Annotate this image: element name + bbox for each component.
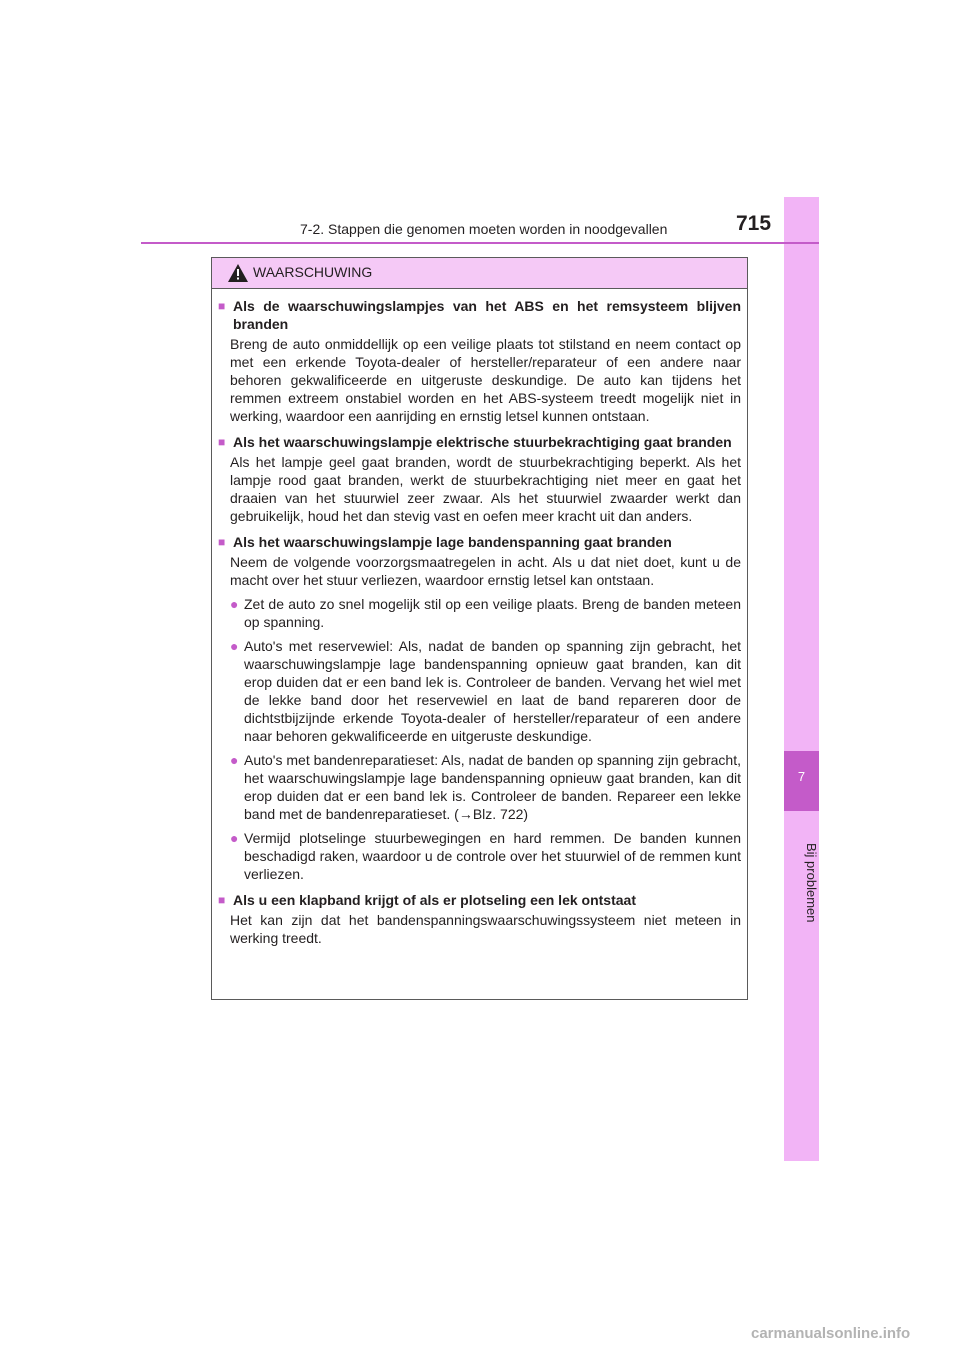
header-rule [141, 242, 819, 244]
circle-bullet-icon: ● [230, 830, 239, 846]
warning-item-blowout [218, 891, 741, 947]
list-item-text: Auto's met reservewiel: Als, nadat de banden op spanning zijn gebracht, het waarschuwingslampje lage bandenspanning opnieuw gaat branden, kan dit erop duiden dat er een band lek is. Controleer de banden. Vervang het wiel met de lekke band door het reservewiel en laat de band repareren door de dichtstbijzijnde erkende Toyota-dealer of hersteller/reparateur of een andere naar behoren gekwalificeerde en uitgeruste deskundige. [244, 638, 741, 744]
warning-item-heading [218, 891, 741, 909]
list-item [230, 595, 741, 631]
square-bullet-icon: ■ [218, 435, 226, 449]
chapter-number: 7 [797, 769, 806, 784]
square-bullet-icon: ■ [218, 535, 226, 549]
list-item-text: Auto's met bandenreparatieset: Als, nadat de banden op spanning zijn gebracht, het waarschuwingslampje lage bandenspanning opnieuw gaat branden, kan dit erop duiden dat er een band lek is. Controleer de banden. Repareer een lekke band met de bandenreparatieset. (→Blz. 722) [244, 752, 741, 822]
list-item-text: Zet de auto zo snel mogelijk stil op een veilige plaats. Breng de banden meteen op spanning. [244, 596, 741, 630]
list-item-text: Vermijd plotselinge stuurbewegingen en hard remmen. De banden kunnen beschadigd raken, waardoor u de controle over het stuurwiel of de remmen kunt verliezen. [244, 830, 741, 882]
heading-text: Als het waarschuwingslampje lage bandenspanning gaat branden [233, 534, 672, 550]
warning-box [211, 257, 748, 1000]
warning-item-abs [218, 297, 741, 425]
warning-triangle-icon [228, 264, 248, 282]
warning-item-heading [218, 433, 741, 451]
heading-text: Als de waarschuwingslampjes van het ABS en het remsysteem blijven branden [233, 298, 741, 332]
warning-body [212, 289, 747, 947]
square-bullet-icon: ■ [218, 893, 226, 907]
chapter-label: Bij problemen [804, 843, 819, 923]
heading-text: Als u een klapband krijgt of als er plotseling een lek ontstaat [233, 892, 636, 908]
watermark: carmanualsonline.info [751, 1325, 911, 1342]
warning-item-heading [218, 533, 741, 551]
warning-item-power-steering [218, 433, 741, 525]
square-bullet-icon: ■ [218, 299, 226, 313]
warning-item-heading [218, 297, 741, 333]
list-item [230, 637, 741, 745]
warning-label: WAARSCHUWING [253, 264, 373, 280]
side-chapter-tab [784, 197, 819, 1161]
warning-item-tire-pressure [218, 533, 741, 883]
circle-bullet-icon: ● [230, 596, 239, 612]
section-title: 7-2. Stappen die genomen moeten worden in noodgevallen [300, 221, 668, 237]
warning-header [212, 258, 747, 289]
page-number: 715 [736, 212, 772, 235]
warning-item-text: Neem de volgende voorzorgsmaatregelen in acht. Als u dat niet doet, kunt u de macht over het stuur verliezen, waardoor ernstig letsel kan ontstaan. [230, 554, 741, 588]
warning-item-text: Als het lampje geel gaat branden, wordt de stuurbekrachtiging beperkt. Als het lampje rood gaat branden, werkt de stuurbekrachtiging niet meer en gaat het draaien van het stuurwiel zeer zwaar. Als het stuurwiel zwaarder werkt dan gebruikelijk, houd het dan stevig vast en oefen meer kracht uit dan anders. [230, 454, 741, 524]
heading-text: Als het waarschuwingslampje elektrische stuurbekrachtiging gaat branden [233, 434, 732, 450]
circle-bullet-icon: ● [230, 752, 239, 768]
list-item [230, 829, 741, 883]
warning-item-text: Het kan zijn dat het bandenspanningswaarschuwingssysteem niet meteen in werking treedt. [230, 912, 741, 946]
list-item [230, 751, 741, 823]
circle-bullet-icon: ● [230, 638, 239, 654]
warning-item-text: Breng de auto onmiddellijk op een veilige plaats tot stilstand en neem contact op met een erkende Toyota-dealer of hersteller/reparateur of een andere naar behoren gekwalificeerde en uitgeruste deskundige. De auto kan tijdens het remmen extreem onstabiel worden en het ABS-systeem treedt mogelijk niet in werking, waardoor een aanrijding en ernstig letsel kunnen ontstaan. [230, 336, 741, 424]
